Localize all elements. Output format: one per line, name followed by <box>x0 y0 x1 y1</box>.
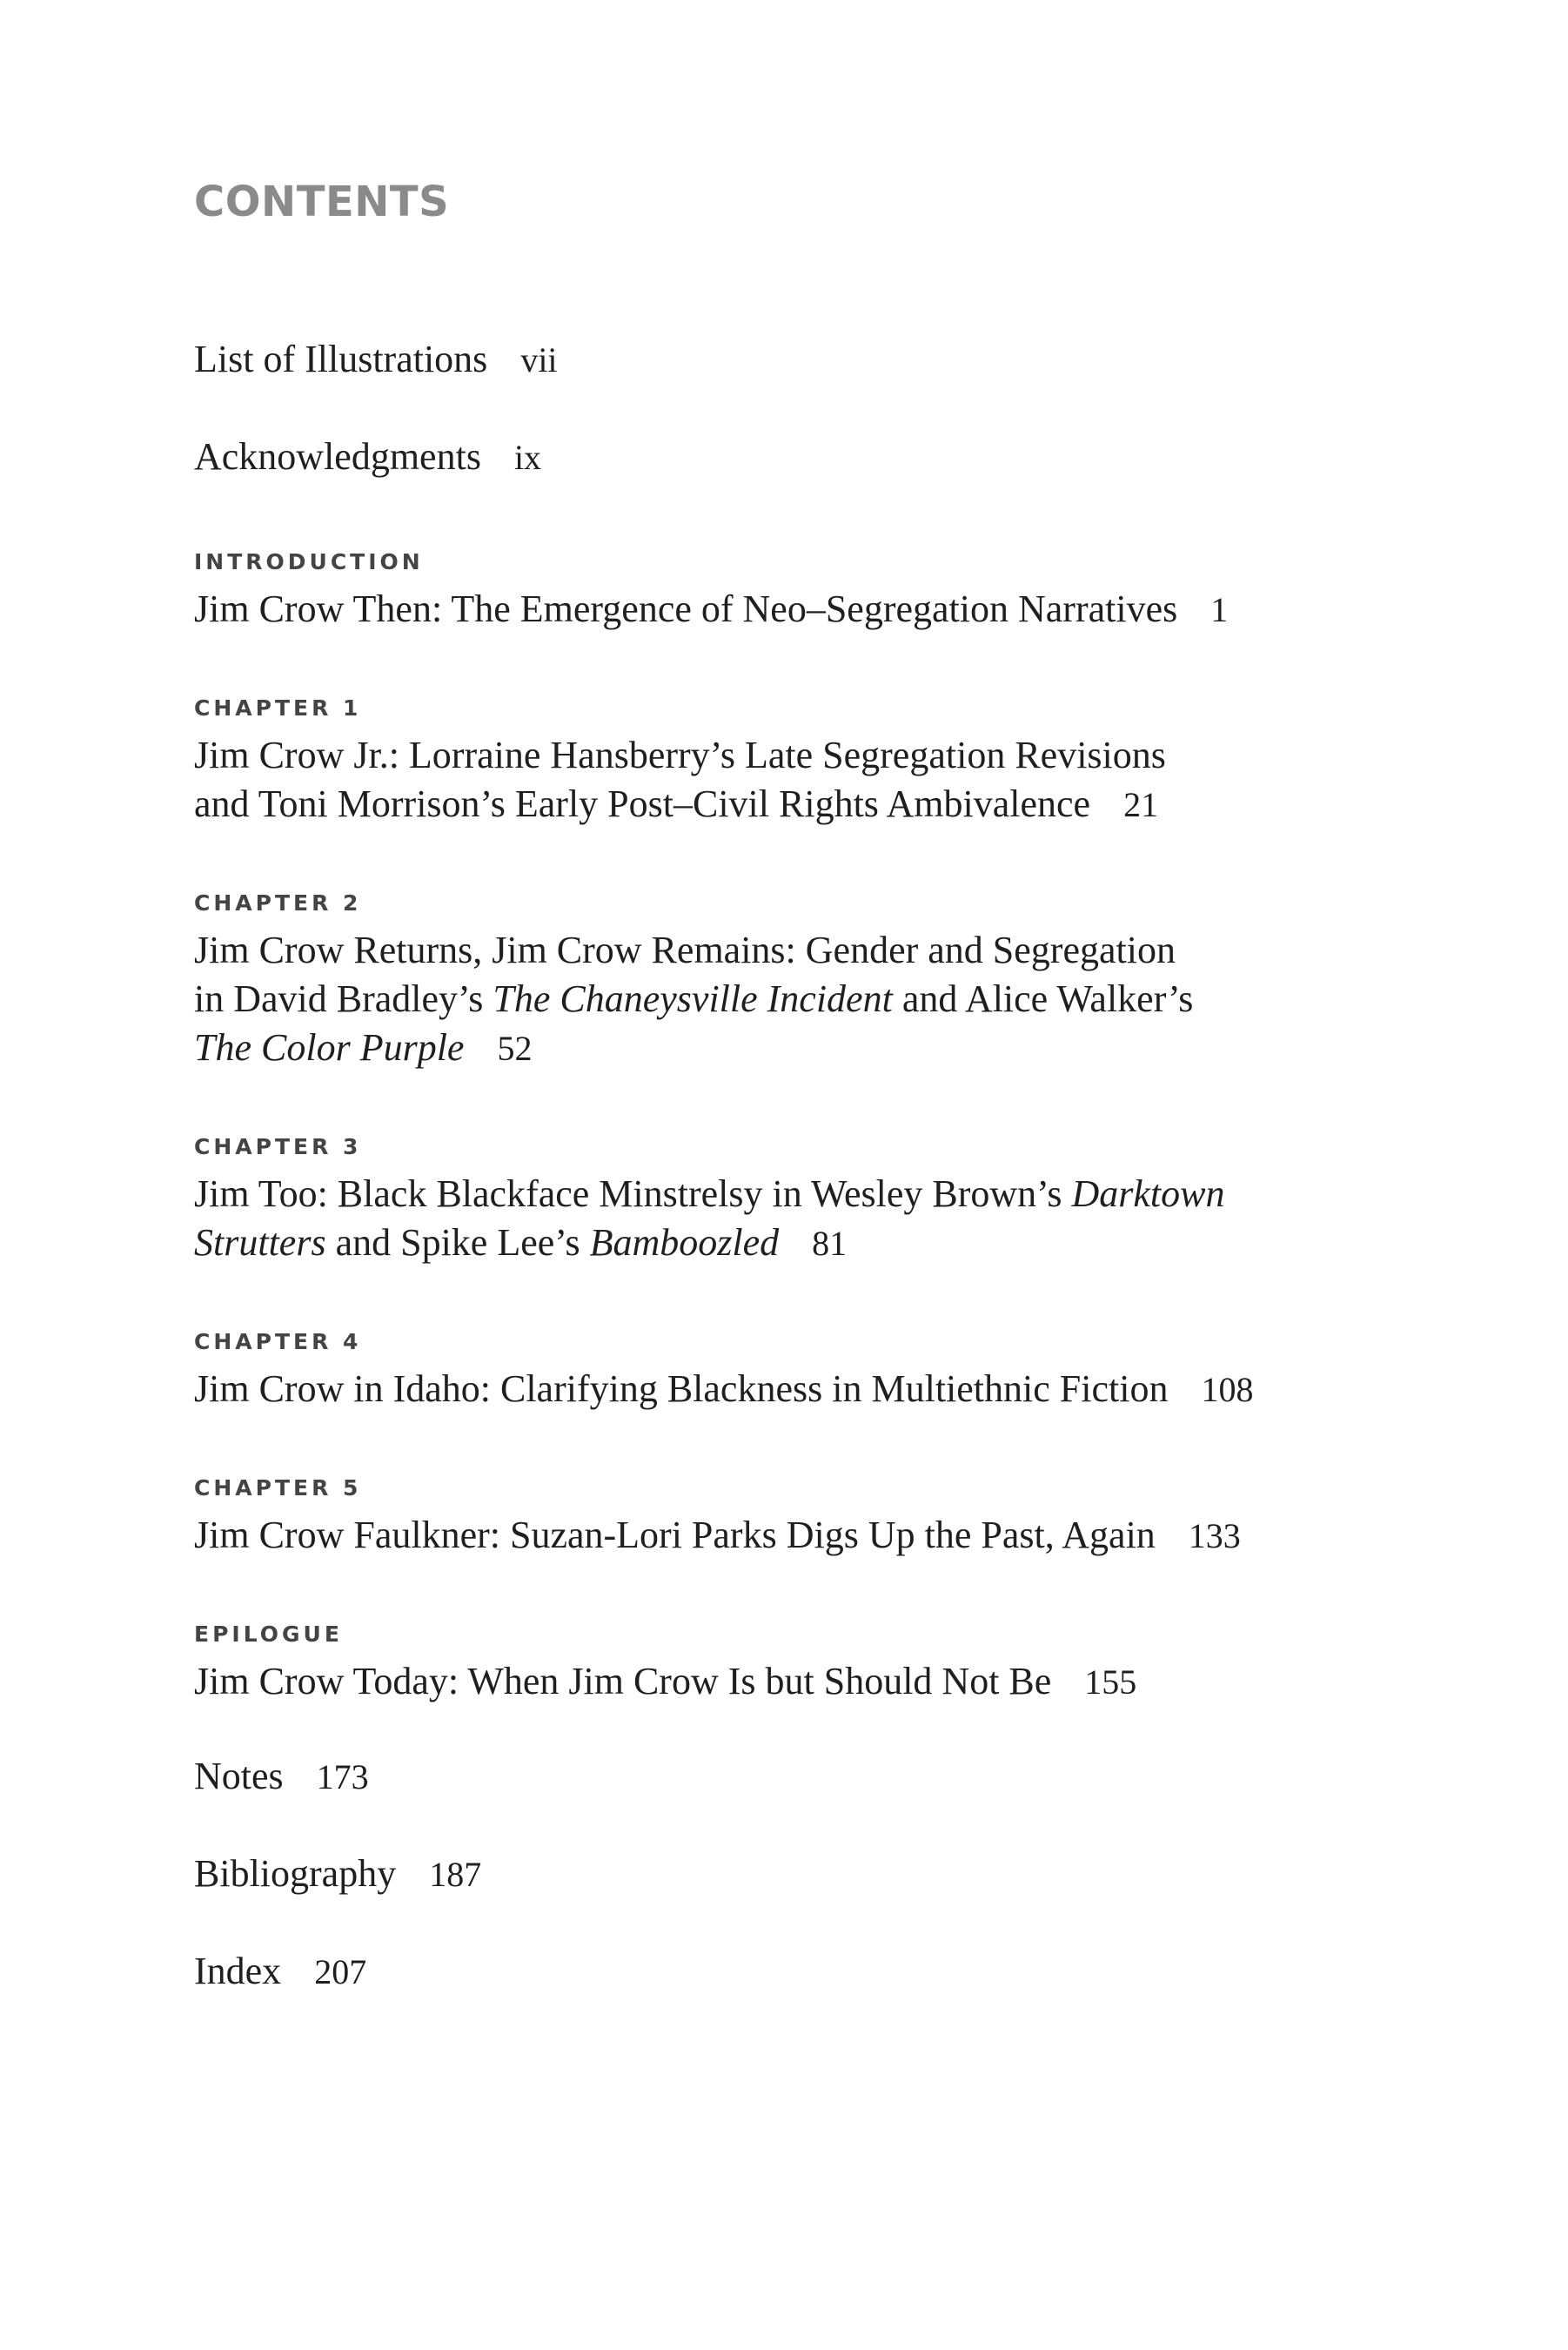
toc-entry-title: Jim Crow Today: When Jim Crow Is but Should Not Be <box>194 1660 1052 1702</box>
toc-page-number: 133 <box>1188 1516 1241 1555</box>
toc-entry-index[interactable] <box>194 1947 1395 1997</box>
toc-entry-chapter-3[interactable] <box>194 1136 1395 1268</box>
toc-page-number: vii <box>520 340 558 379</box>
toc-page-number: 187 <box>429 1855 482 1894</box>
toc-entry-title: Jim Crow Then: The Emergence of Neo–Segregation Narratives <box>194 588 1178 630</box>
toc-entry-line <box>194 335 1395 385</box>
toc-entry-notes[interactable] <box>194 1752 1395 1802</box>
toc-entry-text: and Spike Lee’s <box>325 1221 590 1264</box>
chapter-label: CHAPTER 2 <box>194 890 362 916</box>
toc-entry-title: Notes <box>194 1755 284 1797</box>
toc-entry-illustrations[interactable] <box>194 335 1395 385</box>
italic-work-title: The Chaneysville Incident <box>493 977 893 1020</box>
toc-entry-line <box>194 1365 1395 1414</box>
toc-entry-title: Jim Crow in Idaho: Clarifying Blackness in Multiethnic Fiction <box>194 1367 1169 1410</box>
chapter-label: CHAPTER 4 <box>194 1329 362 1354</box>
toc-entry-line <box>194 1024 1395 1073</box>
section-label: INTRODUCTION <box>194 549 424 574</box>
toc-page-number: 21 <box>1123 785 1159 824</box>
toc-page-number: 1 <box>1210 590 1229 629</box>
toc-entry-title: Jim Crow Jr.: Lorraine Hansberry’s Late Segregation Revisions <box>194 734 1166 776</box>
toc-entry-chapter-5[interactable] <box>194 1477 1395 1561</box>
toc-entry-text: in David Bradley’s <box>194 977 493 1020</box>
toc-entry-title-continued: and Toni Morrison’s Early Post–Civil Rights Ambivalence <box>194 782 1091 825</box>
page-title: CONTENTS <box>194 178 450 226</box>
toc-entry-title: Jim Crow Faulkner: Suzan-Lori Parks Digs Up the Past, Again <box>194 1514 1156 1556</box>
toc-entry-line <box>194 1850 1395 1899</box>
chapter-label: CHAPTER 3 <box>194 1134 362 1159</box>
toc-entry-title: Index <box>194 1950 282 1992</box>
toc-entry-title: Jim Crow Returns, Jim Crow Remains: Gender and Segregation <box>194 929 1176 971</box>
toc-page-number: 155 <box>1084 1662 1137 1702</box>
italic-work-title: The Color Purple <box>194 1026 465 1069</box>
toc-entry-chapter-4[interactable] <box>194 1331 1395 1414</box>
toc-entry-chapter-1[interactable] <box>194 697 1395 829</box>
toc-page-number: 52 <box>497 1029 533 1068</box>
section-label: EPILOGUE <box>194 1622 343 1647</box>
italic-work-title: Bamboozled <box>589 1221 780 1264</box>
toc-entry-title: Acknowledgments <box>194 435 481 478</box>
toc-entry-title: List of Illustrations <box>194 338 488 380</box>
chapter-label: CHAPTER 5 <box>194 1475 362 1501</box>
toc-entry-line <box>194 975 1395 1024</box>
toc-entry-acknowledgments[interactable] <box>194 433 1395 482</box>
italic-work-title: Darktown <box>1071 1172 1225 1215</box>
chapter-label: CHAPTER 1 <box>194 695 362 721</box>
toc-entry-line <box>194 1170 1395 1219</box>
toc-entry-line <box>194 780 1395 829</box>
toc-entry-line <box>194 585 1395 634</box>
toc-page-number: 81 <box>812 1224 848 1263</box>
toc-entry-introduction[interactable] <box>194 551 1395 634</box>
toc-entry-line <box>194 1511 1395 1561</box>
toc-entry-line <box>194 1219 1395 1268</box>
toc-page-number: 173 <box>316 1757 369 1796</box>
toc-entry-title: Bibliography <box>194 1852 397 1895</box>
toc-entry-epilogue[interactable] <box>194 1623 1395 1707</box>
toc-page-number: 207 <box>314 1952 367 1991</box>
toc-page-number: 108 <box>1201 1370 1254 1409</box>
italic-work-title: Strutters <box>194 1221 326 1264</box>
toc-entry-chapter-2[interactable] <box>194 892 1395 1073</box>
toc-entry-bibliography[interactable] <box>194 1850 1395 1899</box>
toc-entry-text: Jim Too: Black Blackface Minstrelsy in Wesley Brown’s <box>194 1172 1072 1215</box>
toc-entry-line <box>194 433 1395 482</box>
toc-entry-line <box>194 1657 1395 1707</box>
toc-entry-text: and Alice Walker’s <box>892 977 1194 1020</box>
toc-page-number: ix <box>513 438 542 477</box>
toc-entry-line <box>194 1752 1395 1802</box>
toc-entry-line <box>194 1947 1395 1997</box>
